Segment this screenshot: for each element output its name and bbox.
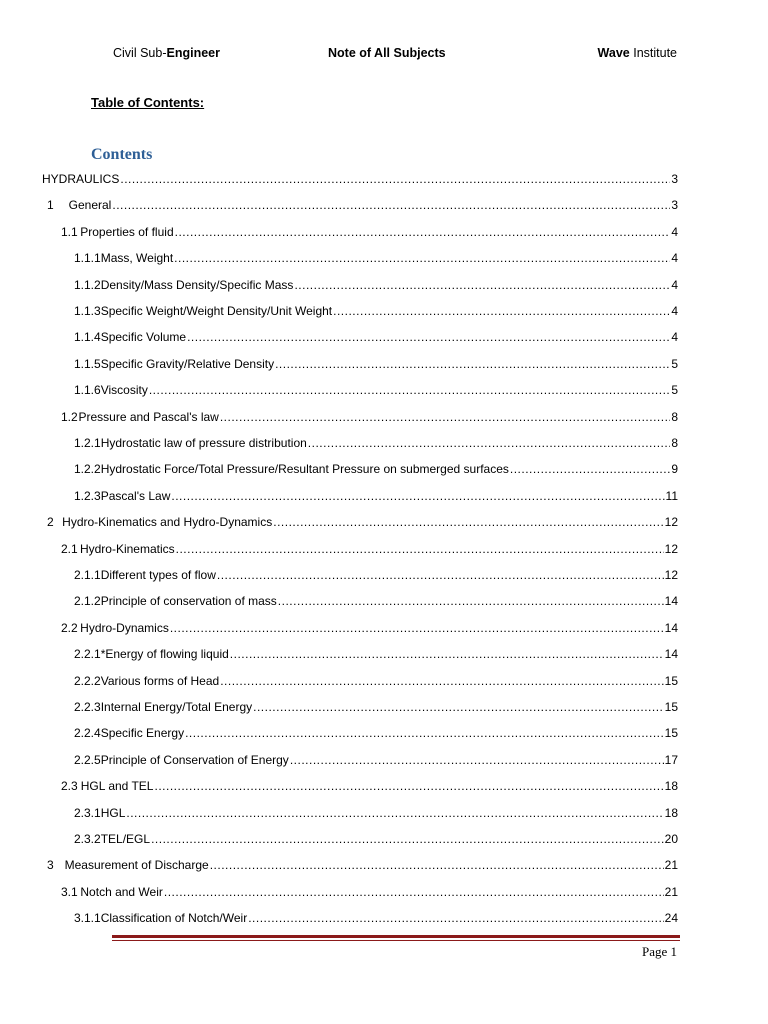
toc-entry-number: 3.1.1 — [74, 911, 101, 926]
toc-entry-number: 2.2.2 — [74, 673, 101, 688]
toc-entry-number: 1.2.3 — [74, 488, 101, 503]
toc-entry-leader — [294, 276, 670, 294]
toc-entry-number: 1.1.1 — [74, 251, 101, 266]
toc-entry-page: 5 — [671, 383, 678, 398]
toc-entry-page: 4 — [671, 224, 678, 239]
toc-entry-leader — [187, 328, 670, 346]
header-left-bold: Engineer — [166, 46, 220, 60]
toc-entry-title: Principle of conservation of mass — [100, 594, 277, 609]
toc-entry[interactable] — [74, 487, 678, 505]
toc-entry-number: 1.2 — [61, 409, 78, 424]
toc-entry[interactable] — [61, 540, 678, 558]
footer-rule-thick — [112, 935, 680, 938]
toc-entry[interactable] — [74, 460, 678, 478]
toc-entry-title: HGL — [100, 805, 126, 820]
toc-entry[interactable] — [74, 328, 678, 346]
toc-entry-page: 21 — [664, 884, 678, 899]
toc-entry-page: 15 — [664, 726, 678, 741]
toc-entry-number: 2 — [47, 515, 54, 530]
toc-entry-title: Specific Energy — [100, 726, 185, 741]
toc-entry-page: 5 — [671, 356, 678, 371]
toc-entry-page: 9 — [671, 462, 678, 477]
toc-entry[interactable] — [61, 619, 678, 637]
toc-entry-page: 4 — [671, 251, 678, 266]
toc-entry-page: 3 — [671, 198, 678, 213]
toc-entry-title: TEL/EGL — [100, 832, 151, 846]
toc-entry[interactable] — [74, 249, 678, 267]
toc-entry-title: *Energy of flowing liquid — [100, 647, 229, 662]
toc-entry-leader — [151, 830, 664, 848]
toc-entry-leader — [510, 460, 670, 478]
toc-entry-title: Specific Gravity/Relative Density — [100, 356, 275, 371]
toc-entry[interactable] — [47, 856, 678, 874]
toc-entry[interactable] — [47, 513, 678, 531]
toc-entry-page: 24 — [664, 911, 678, 926]
toc-entry[interactable] — [74, 698, 678, 716]
toc-entry[interactable] — [42, 170, 678, 188]
toc-entry-page: 4 — [671, 304, 678, 318]
toc-entry-leader — [248, 909, 663, 927]
toc-entry-page: 20 — [664, 832, 678, 846]
toc-entry-page: 18 — [664, 805, 678, 820]
toc-entry-number: 1.2.1 — [74, 436, 101, 450]
toc-entry-page: 3 — [671, 172, 678, 186]
toc-entry-page: 15 — [664, 673, 678, 688]
toc-entry-number: 2.3.2 — [74, 832, 101, 846]
toc-entry-leader — [333, 302, 670, 320]
toc-entry-page: 17 — [664, 752, 678, 767]
toc-entry-leader — [154, 777, 663, 795]
toc-entry-title: Pressure and Pascal's law — [78, 409, 219, 424]
toc-entry-page: 14 — [664, 620, 678, 635]
header-left-prefix: Civil Sub- — [113, 46, 167, 60]
toc-entry-leader — [112, 196, 670, 214]
toc-entry[interactable] — [74, 645, 678, 663]
toc-entry-leader — [278, 592, 664, 610]
toc-entry[interactable] — [74, 724, 678, 742]
toc-entry-number: 1.1.4 — [74, 330, 101, 345]
toc-entry-number: 1.2.2 — [74, 462, 101, 477]
toc-entry-leader — [253, 698, 664, 716]
toc-entry-page: 4 — [671, 277, 678, 292]
toc-entry-leader — [170, 619, 664, 637]
toc-entry-page: 21 — [664, 858, 678, 873]
toc-entry-title: Classification of Notch/Weir — [100, 911, 248, 926]
toc-entry[interactable] — [47, 196, 678, 214]
toc-entry[interactable] — [74, 830, 678, 848]
toc-entry[interactable] — [74, 804, 678, 822]
toc-entry-page: 18 — [664, 779, 678, 794]
toc-entry-title: HYDRAULICS — [42, 172, 120, 186]
toc-entry[interactable] — [61, 777, 678, 795]
toc-entry-number: 1 — [47, 198, 54, 213]
toc-entry-number: 2.3.1 — [74, 805, 101, 820]
header-right-rest: Institute — [629, 46, 677, 60]
toc-entry[interactable] — [74, 302, 678, 320]
toc-entry-leader — [126, 804, 663, 822]
toc-entry-title: General — [68, 198, 112, 213]
toc-entry-page: 12 — [664, 541, 678, 556]
toc-entry-page: 4 — [671, 330, 678, 345]
toc-entry-page: 8 — [671, 436, 678, 450]
toc-entry-leader — [174, 249, 670, 267]
toc-entry-title: Pascal's Law — [100, 488, 171, 503]
toc-entry-page: 14 — [664, 647, 678, 662]
header-right-bold: Wave — [597, 46, 630, 60]
toc-entry-number: 2.1.1 — [74, 568, 101, 582]
toc-entry-number: 1.1 — [61, 224, 78, 239]
toc-entry[interactable] — [74, 381, 678, 399]
toc-entry-title: Hydro-Dynamics — [80, 620, 169, 635]
toc-entry-title: Hydrostatic Force/Total Pressure/Resultant Pressure on submerged surfaces — [100, 462, 509, 477]
toc-entry-title: Internal Energy/Total Energy — [100, 700, 253, 714]
toc-entry-leader — [308, 434, 671, 452]
toc-entry-leader — [290, 751, 664, 769]
toc-entry-title: Different types of flow — [100, 568, 216, 582]
toc-entry-title: Viscosity — [100, 383, 148, 398]
toc-entry-number: 2.1.2 — [74, 594, 101, 609]
toc-entry-leader — [210, 856, 664, 874]
toc-entry-leader — [275, 355, 670, 373]
header-center: Note of All Subjects — [328, 46, 446, 60]
toc-entry-number: 2.2.1 — [74, 647, 101, 662]
header-right — [598, 46, 677, 60]
toc-entry-title: Hydro-Kinematics — [79, 541, 175, 556]
toc-entry[interactable] — [74, 434, 678, 452]
footer-rule-thin — [112, 940, 680, 941]
toc-entry[interactable] — [74, 276, 678, 294]
toc-entry-title: Notch and Weir — [80, 884, 163, 899]
toc-entry-leader — [120, 170, 670, 188]
contents-heading: Contents — [91, 146, 153, 163]
toc-entry-title: Specific Volume — [100, 330, 187, 345]
toc-entry[interactable] — [74, 566, 678, 584]
toc-entry-leader — [220, 672, 663, 690]
toc-entry-leader — [220, 408, 670, 426]
toc-entry-number: 1.1.5 — [74, 356, 101, 371]
toc-entry-title: Density/Mass Density/Specific Mass — [100, 277, 294, 292]
header-left — [113, 46, 220, 60]
toc-entry-number: 3.1 — [61, 884, 78, 899]
toc-entry-page: 12 — [664, 515, 678, 530]
toc-entry-number: 2.1 — [61, 541, 78, 556]
toc-entry[interactable] — [74, 751, 678, 769]
toc-label: Table of Contents: — [91, 95, 205, 110]
toc-entry-leader — [164, 883, 664, 901]
toc-entry-title: Hydro-Kinematics and Hydro-Dynamics — [62, 515, 273, 530]
toc-entry-number: 2.2.5 — [74, 752, 101, 767]
toc-entry-page: 8 — [671, 409, 678, 424]
toc-entry[interactable] — [74, 909, 678, 927]
toc-entry-page: 11 — [665, 488, 678, 503]
toc-entry-number: 2.3 — [61, 779, 78, 794]
toc-entry-leader — [176, 540, 664, 558]
toc-entry-leader — [175, 223, 671, 241]
toc-entry[interactable] — [61, 223, 678, 241]
toc-entry-title: Measurement of Discharge — [64, 858, 209, 873]
toc-entry-title: Specific Weight/Weight Density/Unit Weight — [100, 304, 333, 318]
toc-entry-number: 1.1.3 — [74, 304, 101, 318]
toc-entry-number: 3 — [47, 858, 54, 873]
toc-entry-leader — [149, 381, 670, 399]
page-number: Page 1 — [641, 944, 677, 959]
toc-entry-number: 2.2.4 — [74, 726, 101, 741]
toc-entry[interactable] — [61, 408, 678, 426]
toc-entry-page: 15 — [664, 700, 678, 714]
toc-entry-number: 1.1.2 — [74, 277, 101, 292]
toc-entry-number: 2.2 — [61, 620, 78, 635]
toc-entry[interactable] — [61, 883, 678, 901]
toc-entry-title: Hydrostatic law of pressure distribution — [100, 436, 307, 450]
toc-entry-leader — [273, 513, 663, 531]
toc-entry[interactable] — [74, 355, 678, 373]
toc-entry-page: 12 — [664, 568, 678, 582]
toc-entry-leader — [185, 724, 664, 742]
toc-entry-title: Principle of Conservation of Energy — [100, 752, 289, 767]
toc-entry-title: Mass, Weight — [100, 251, 174, 266]
toc-entry-title: HGL and TEL — [80, 779, 154, 794]
toc-entry-title: Various forms of Head — [100, 673, 220, 688]
toc-entry-leader — [230, 645, 664, 663]
toc-entry-leader — [171, 487, 664, 505]
toc-entry-number: 1.1.6 — [74, 383, 101, 398]
toc-entry[interactable] — [74, 672, 678, 690]
toc-entry-title: Properties of fluid — [80, 224, 174, 239]
toc-entry[interactable] — [74, 592, 678, 610]
toc-entry-page: 14 — [664, 594, 678, 609]
toc-entry-number: 2.2.3 — [74, 700, 101, 714]
toc-entry-leader — [217, 566, 664, 584]
